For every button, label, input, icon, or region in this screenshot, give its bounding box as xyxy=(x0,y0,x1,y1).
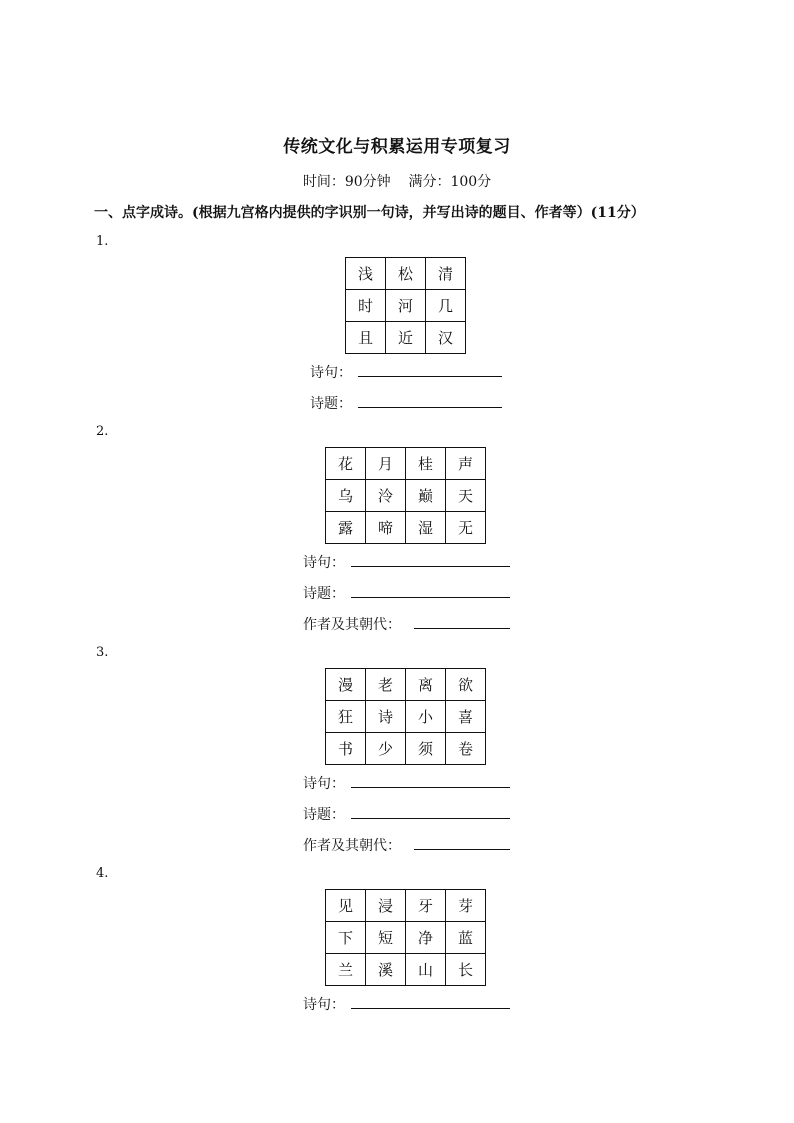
grid-cell: 牙 xyxy=(406,890,446,922)
grid-cell: 山 xyxy=(406,954,446,986)
question-number: 1. xyxy=(96,234,109,249)
grid-cell: 天 xyxy=(446,480,486,512)
grid-cell: 少 xyxy=(366,733,406,765)
grid-cell: 露 xyxy=(326,512,366,544)
character-grid xyxy=(325,889,486,986)
grid-cell: 兰 xyxy=(326,954,366,986)
grid-cell: 啼 xyxy=(366,512,406,544)
poem-line-answer[interactable] xyxy=(358,376,502,377)
author-label: 作者及其朝代： xyxy=(303,838,401,854)
poem-line-label: 诗句： xyxy=(303,997,345,1013)
poem-title-answer[interactable] xyxy=(351,818,510,819)
poem-title-answer[interactable] xyxy=(351,597,510,598)
grid-cell: 净 xyxy=(406,922,446,954)
grid-cell: 小 xyxy=(406,701,446,733)
poem-title-answer[interactable] xyxy=(358,407,502,408)
grid-cell: 近 xyxy=(386,322,426,354)
author-answer[interactable] xyxy=(414,849,510,850)
poem-title-label: 诗题： xyxy=(303,586,345,602)
grid-cell: 清 xyxy=(426,258,466,290)
character-grid xyxy=(345,257,466,354)
grid-cell: 卷 xyxy=(446,733,486,765)
grid-cell: 且 xyxy=(346,322,386,354)
poem-title-label: 诗题： xyxy=(310,396,352,412)
grid-cell: 声 xyxy=(446,448,486,480)
grid-cell: 巅 xyxy=(406,480,446,512)
grid-cell: 松 xyxy=(386,258,426,290)
grid-cell: 下 xyxy=(326,922,366,954)
question-number: 3. xyxy=(96,645,109,660)
poem-title-label: 诗题： xyxy=(303,807,345,823)
author-label: 作者及其朝代： xyxy=(303,617,401,633)
grid-cell: 浸 xyxy=(366,890,406,922)
grid-cell: 溪 xyxy=(366,954,406,986)
poem-line-answer[interactable] xyxy=(351,1008,510,1009)
grid-cell: 乌 xyxy=(326,480,366,512)
question-number: 4. xyxy=(96,866,109,881)
section-heading: 一、点字成诗。(根据九宫格内提供的字识别一句诗，并写出诗的题目、作者等）(11分） xyxy=(94,205,645,221)
poem-line-answer[interactable] xyxy=(351,566,510,567)
page-title: 传统文化与积累运用专项复习 xyxy=(283,137,511,157)
poem-line-answer[interactable] xyxy=(351,787,510,788)
author-answer[interactable] xyxy=(414,628,510,629)
poem-line-label: 诗句： xyxy=(303,776,345,792)
grid-cell: 几 xyxy=(426,290,466,322)
grid-cell: 湿 xyxy=(406,512,446,544)
grid-cell: 见 xyxy=(326,890,366,922)
poem-line-label: 诗句： xyxy=(303,555,345,571)
grid-cell: 河 xyxy=(386,290,426,322)
grid-cell: 汉 xyxy=(426,322,466,354)
poem-line-label: 诗句： xyxy=(310,365,352,381)
character-grid xyxy=(325,668,486,765)
grid-cell: 时 xyxy=(346,290,386,322)
grid-cell: 泠 xyxy=(366,480,406,512)
grid-cell: 浅 xyxy=(346,258,386,290)
grid-cell: 无 xyxy=(446,512,486,544)
character-grid xyxy=(325,447,486,544)
grid-cell: 欲 xyxy=(446,669,486,701)
grid-cell: 芽 xyxy=(446,890,486,922)
grid-cell: 蓝 xyxy=(446,922,486,954)
grid-cell: 喜 xyxy=(446,701,486,733)
grid-cell: 桂 xyxy=(406,448,446,480)
exam-info: 时间：90分钟 满分：100分 xyxy=(302,174,492,190)
grid-cell: 书 xyxy=(326,733,366,765)
grid-cell: 短 xyxy=(366,922,406,954)
grid-cell: 花 xyxy=(326,448,366,480)
grid-cell: 长 xyxy=(446,954,486,986)
grid-cell: 月 xyxy=(366,448,406,480)
grid-cell: 诗 xyxy=(366,701,406,733)
grid-cell: 离 xyxy=(406,669,446,701)
grid-cell: 狂 xyxy=(326,701,366,733)
question-number: 2. xyxy=(96,424,109,439)
grid-cell: 漫 xyxy=(326,669,366,701)
grid-cell: 须 xyxy=(406,733,446,765)
grid-cell: 老 xyxy=(366,669,406,701)
